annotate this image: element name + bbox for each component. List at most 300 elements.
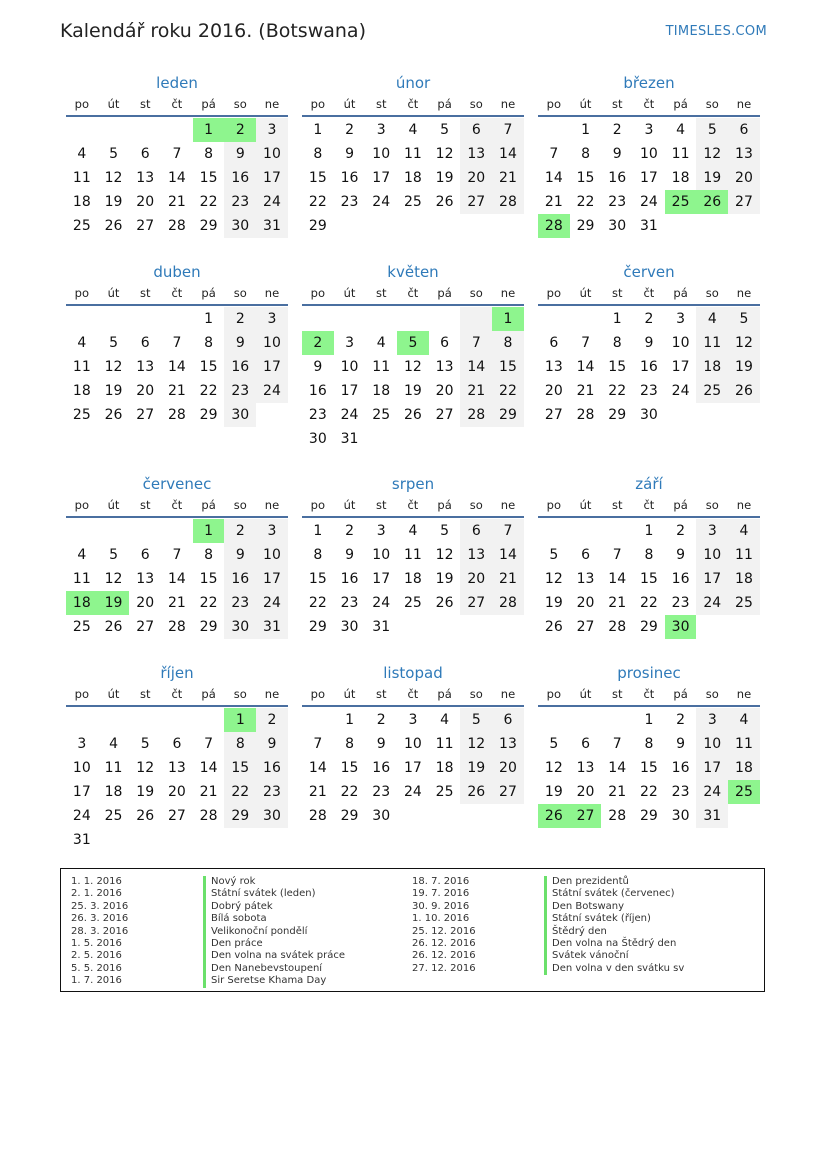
day-cell[interactable]: 16 <box>608 170 627 186</box>
day-cell[interactable]: 17 <box>256 166 288 190</box>
day-cell[interactable]: 3 <box>644 122 654 138</box>
day-cell[interactable]: 19 <box>544 784 563 800</box>
day-cell[interactable]: 24 <box>696 780 728 804</box>
day-cell[interactable]: 2 <box>676 523 686 539</box>
day-cell[interactable]: 5 <box>460 708 492 732</box>
day-cell[interactable]: 16 <box>224 355 256 379</box>
day-cell[interactable]: 27 <box>136 218 155 234</box>
day-cell[interactable]: 21 <box>167 194 186 210</box>
day-cell[interactable]: 27 <box>460 190 492 214</box>
day-cell[interactable]: 11 <box>372 359 391 375</box>
day-cell[interactable]: 22 <box>199 595 218 611</box>
day-cell[interactable]: 16 <box>372 760 391 776</box>
day-cell[interactable]: 24 <box>256 591 288 615</box>
day-cell[interactable]: 30 <box>256 804 288 828</box>
day-cell[interactable]: 21 <box>608 784 627 800</box>
day-cell[interactable]: 9 <box>345 547 354 563</box>
day-cell[interactable]: 14 <box>167 359 186 375</box>
day-cell[interactable]: 7 <box>492 118 524 142</box>
day-cell[interactable]: 12 <box>544 571 563 587</box>
day-cell[interactable]: 19 <box>544 595 563 611</box>
day-cell[interactable]: 13 <box>136 359 155 375</box>
day-cell[interactable]: 16 <box>639 359 658 375</box>
day-cell[interactable]: 6 <box>581 736 590 752</box>
day-cell[interactable]: 8 <box>644 547 654 563</box>
day-cell[interactable]: 13 <box>492 732 524 756</box>
day-cell[interactable]: 9 <box>644 335 654 351</box>
day-cell[interactable]: 13 <box>544 359 563 375</box>
day-cell[interactable]: 12 <box>104 170 123 186</box>
day-cell[interactable]: 22 <box>308 194 327 210</box>
day-cell[interactable]: 15 <box>639 571 658 587</box>
day-cell[interactable]: 4 <box>77 547 87 563</box>
day-cell[interactable]: 29 <box>340 808 359 824</box>
day-cell[interactable]: 2 <box>302 331 334 355</box>
day-cell[interactable]: 5 <box>440 122 450 138</box>
day-cell[interactable]: 18 <box>403 170 422 186</box>
day-cell[interactable]: 3 <box>256 519 288 543</box>
day-cell[interactable]: 5 <box>109 547 118 563</box>
day-cell[interactable]: 3 <box>256 307 288 331</box>
day-cell[interactable]: 7 <box>492 519 524 543</box>
day-cell[interactable]: 2 <box>224 118 256 142</box>
day-cell[interactable]: 2 <box>676 712 686 728</box>
day-cell[interactable]: 8 <box>492 331 524 355</box>
day-cell[interactable]: 29 <box>308 619 327 635</box>
day-cell[interactable]: 7 <box>612 736 622 752</box>
day-cell[interactable]: 13 <box>136 170 155 186</box>
day-cell[interactable]: 28 <box>199 808 218 824</box>
day-cell[interactable]: 27 <box>167 808 186 824</box>
day-cell[interactable]: 21 <box>167 383 186 399</box>
day-cell[interactable]: 31 <box>72 832 91 848</box>
day-cell[interactable]: 12 <box>435 146 454 162</box>
day-cell[interactable]: 13 <box>576 571 595 587</box>
day-cell[interactable]: 28 <box>492 190 524 214</box>
day-cell[interactable]: 27 <box>435 407 454 423</box>
day-cell[interactable]: 11 <box>72 359 91 375</box>
day-cell[interactable]: 9 <box>256 732 288 756</box>
day-cell[interactable]: 4 <box>408 122 418 138</box>
day-cell[interactable]: 15 <box>199 170 218 186</box>
day-cell[interactable]: 13 <box>435 359 454 375</box>
day-cell[interactable]: 23 <box>224 190 256 214</box>
day-cell[interactable]: 21 <box>492 567 524 591</box>
day-cell[interactable]: 3 <box>376 523 386 539</box>
day-cell[interactable]: 1 <box>313 523 323 539</box>
day-cell[interactable]: 21 <box>308 784 327 800</box>
day-cell[interactable]: 18 <box>403 571 422 587</box>
day-cell[interactable]: 26 <box>460 780 492 804</box>
day-cell[interactable]: 9 <box>345 146 354 162</box>
day-cell[interactable]: 10 <box>340 359 359 375</box>
day-cell[interactable]: 21 <box>576 383 595 399</box>
day-cell[interactable]: 3 <box>345 335 354 351</box>
day-cell[interactable]: 9 <box>676 547 686 563</box>
day-cell[interactable]: 30 <box>308 431 327 447</box>
day-cell[interactable]: 26 <box>696 190 728 214</box>
day-cell[interactable]: 13 <box>728 142 760 166</box>
day-cell[interactable]: 11 <box>728 543 760 567</box>
day-cell[interactable]: 18 <box>104 784 123 800</box>
day-cell[interactable]: 4 <box>77 146 87 162</box>
day-cell[interactable]: 5 <box>549 547 559 563</box>
day-cell[interactable]: 29 <box>224 804 256 828</box>
day-cell[interactable]: 31 <box>256 214 288 238</box>
day-cell[interactable]: 18 <box>728 567 760 591</box>
day-cell[interactable]: 30 <box>665 615 697 639</box>
day-cell[interactable]: 4 <box>696 307 728 331</box>
day-cell[interactable]: 6 <box>581 547 590 563</box>
day-cell[interactable]: 20 <box>136 383 155 399</box>
day-cell[interactable]: 15 <box>199 571 218 587</box>
day-cell[interactable]: 27 <box>136 619 155 635</box>
day-cell[interactable]: 18 <box>372 383 391 399</box>
day-cell[interactable]: 16 <box>224 166 256 190</box>
day-cell[interactable]: 2 <box>644 311 654 327</box>
day-cell[interactable]: 1 <box>612 311 622 327</box>
day-cell[interactable]: 9 <box>612 146 622 162</box>
day-cell[interactable]: 4 <box>376 335 386 351</box>
day-cell[interactable]: 15 <box>608 359 627 375</box>
day-cell[interactable]: 14 <box>576 359 595 375</box>
day-cell[interactable]: 14 <box>608 571 627 587</box>
day-cell[interactable]: 14 <box>492 142 524 166</box>
day-cell[interactable]: 20 <box>136 194 155 210</box>
day-cell[interactable]: 8 <box>204 547 214 563</box>
day-cell[interactable]: 3 <box>77 736 87 752</box>
day-cell[interactable]: 10 <box>72 760 91 776</box>
day-cell[interactable]: 10 <box>256 331 288 355</box>
day-cell[interactable]: 15 <box>199 359 218 375</box>
day-cell[interactable]: 11 <box>403 146 422 162</box>
day-cell[interactable]: 28 <box>538 214 570 238</box>
day-cell[interactable]: 5 <box>109 146 118 162</box>
day-cell[interactable]: 25 <box>72 407 91 423</box>
day-cell[interactable]: 17 <box>403 760 422 776</box>
day-cell[interactable]: 31 <box>372 619 391 635</box>
day-cell[interactable]: 30 <box>224 214 256 238</box>
day-cell[interactable]: 5 <box>140 736 150 752</box>
day-cell[interactable]: 22 <box>639 595 658 611</box>
day-cell[interactable]: 26 <box>104 218 123 234</box>
day-cell[interactable]: 7 <box>204 736 214 752</box>
day-cell[interactable]: 24 <box>372 194 391 210</box>
day-cell[interactable]: 19 <box>136 784 155 800</box>
day-cell[interactable]: 10 <box>256 543 288 567</box>
day-cell[interactable]: 22 <box>639 784 658 800</box>
day-cell[interactable]: 26 <box>435 194 454 210</box>
day-cell[interactable]: 20 <box>435 383 454 399</box>
day-cell[interactable]: 24 <box>256 190 288 214</box>
day-cell[interactable]: 13 <box>167 760 186 776</box>
day-cell[interactable]: 7 <box>172 146 182 162</box>
day-cell[interactable]: 28 <box>167 218 186 234</box>
day-cell[interactable]: 26 <box>538 804 570 828</box>
day-cell[interactable]: 12 <box>435 547 454 563</box>
day-cell[interactable]: 5 <box>397 331 429 355</box>
day-cell[interactable]: 20 <box>136 595 155 611</box>
day-cell[interactable]: 17 <box>256 355 288 379</box>
day-cell[interactable]: 23 <box>224 591 256 615</box>
day-cell[interactable]: 20 <box>167 784 186 800</box>
day-cell[interactable]: 1 <box>224 708 256 732</box>
day-cell[interactable]: 18 <box>435 760 454 776</box>
day-cell[interactable]: 15 <box>224 756 256 780</box>
day-cell[interactable]: 11 <box>435 736 454 752</box>
day-cell[interactable]: 23 <box>256 780 288 804</box>
day-cell[interactable]: 20 <box>576 784 595 800</box>
day-cell[interactable]: 8 <box>612 335 622 351</box>
day-cell[interactable]: 24 <box>256 379 288 403</box>
day-cell[interactable]: 17 <box>256 567 288 591</box>
day-cell[interactable]: 28 <box>167 407 186 423</box>
day-cell[interactable]: 23 <box>639 383 658 399</box>
day-cell[interactable]: 29 <box>639 619 658 635</box>
day-cell[interactable]: 16 <box>256 756 288 780</box>
day-cell[interactable]: 29 <box>199 619 218 635</box>
day-cell[interactable]: 1 <box>193 519 225 543</box>
day-cell[interactable]: 19 <box>728 355 760 379</box>
day-cell[interactable]: 4 <box>728 519 760 543</box>
day-cell[interactable]: 21 <box>460 379 492 403</box>
day-cell[interactable]: 2 <box>224 519 256 543</box>
day-cell[interactable]: 14 <box>167 170 186 186</box>
day-cell[interactable]: 19 <box>104 194 123 210</box>
day-cell[interactable]: 25 <box>435 784 454 800</box>
day-cell[interactable]: 8 <box>204 335 214 351</box>
day-cell[interactable]: 22 <box>199 194 218 210</box>
day-cell[interactable]: 1 <box>204 311 214 327</box>
day-cell[interactable]: 14 <box>460 355 492 379</box>
day-cell[interactable]: 18 <box>72 194 91 210</box>
day-cell[interactable]: 28 <box>576 407 595 423</box>
day-cell[interactable]: 31 <box>639 218 658 234</box>
day-cell[interactable]: 18 <box>66 591 98 615</box>
day-cell[interactable]: 14 <box>199 760 218 776</box>
day-cell[interactable]: 27 <box>460 591 492 615</box>
day-cell[interactable]: 18 <box>696 355 728 379</box>
day-cell[interactable]: 21 <box>199 784 218 800</box>
day-cell[interactable]: 8 <box>313 146 323 162</box>
day-cell[interactable]: 26 <box>136 808 155 824</box>
day-cell[interactable]: 24 <box>340 407 359 423</box>
day-cell[interactable]: 29 <box>576 218 595 234</box>
day-cell[interactable]: 11 <box>671 146 690 162</box>
day-cell[interactable]: 22 <box>199 383 218 399</box>
day-cell[interactable]: 6 <box>140 146 150 162</box>
day-cell[interactable]: 23 <box>671 784 690 800</box>
day-cell[interactable]: 23 <box>608 194 627 210</box>
day-cell[interactable]: 17 <box>696 756 728 780</box>
day-cell[interactable]: 17 <box>340 383 359 399</box>
day-cell[interactable]: 31 <box>696 804 728 828</box>
day-cell[interactable]: 12 <box>460 732 492 756</box>
day-cell[interactable]: 19 <box>435 170 454 186</box>
day-cell[interactable]: 11 <box>72 170 91 186</box>
day-cell[interactable]: 2 <box>256 708 288 732</box>
day-cell[interactable]: 8 <box>204 146 214 162</box>
day-cell[interactable]: 27 <box>544 407 563 423</box>
day-cell[interactable]: 20 <box>576 595 595 611</box>
day-cell[interactable]: 10 <box>403 736 422 752</box>
day-cell[interactable]: 22 <box>308 595 327 611</box>
day-cell[interactable]: 8 <box>224 732 256 756</box>
day-cell[interactable]: 23 <box>372 784 391 800</box>
day-cell[interactable]: 27 <box>728 190 760 214</box>
brand-link[interactable]: TIMESLES.COM <box>665 24 767 39</box>
day-cell[interactable]: 10 <box>372 146 391 162</box>
day-cell[interactable]: 3 <box>256 118 288 142</box>
day-cell[interactable]: 27 <box>136 407 155 423</box>
day-cell[interactable]: 10 <box>696 732 728 756</box>
day-cell[interactable]: 7 <box>581 335 590 351</box>
day-cell[interactable]: 15 <box>308 571 327 587</box>
day-cell[interactable]: 1 <box>581 122 590 138</box>
day-cell[interactable]: 9 <box>313 359 323 375</box>
day-cell[interactable]: 8 <box>581 146 590 162</box>
day-cell[interactable]: 19 <box>98 591 130 615</box>
day-cell[interactable]: 29 <box>639 808 658 824</box>
day-cell[interactable]: 11 <box>72 571 91 587</box>
day-cell[interactable]: 16 <box>340 170 359 186</box>
day-cell[interactable]: 17 <box>372 571 391 587</box>
day-cell[interactable]: 8 <box>644 736 654 752</box>
day-cell[interactable]: 7 <box>549 146 559 162</box>
day-cell[interactable]: 6 <box>440 335 450 351</box>
day-cell[interactable]: 25 <box>403 194 422 210</box>
day-cell[interactable]: 24 <box>403 784 422 800</box>
day-cell[interactable]: 23 <box>340 595 359 611</box>
day-cell[interactable]: 16 <box>224 567 256 591</box>
day-cell[interactable]: 30 <box>608 218 627 234</box>
day-cell[interactable]: 19 <box>104 383 123 399</box>
day-cell[interactable]: 24 <box>639 194 658 210</box>
day-cell[interactable]: 15 <box>576 170 595 186</box>
day-cell[interactable]: 15 <box>639 760 658 776</box>
day-cell[interactable]: 20 <box>492 756 524 780</box>
day-cell[interactable]: 26 <box>104 407 123 423</box>
day-cell[interactable]: 19 <box>435 571 454 587</box>
day-cell[interactable]: 7 <box>313 736 323 752</box>
day-cell[interactable]: 15 <box>340 760 359 776</box>
day-cell[interactable]: 15 <box>308 170 327 186</box>
day-cell[interactable]: 6 <box>172 736 182 752</box>
day-cell[interactable]: 28 <box>608 808 627 824</box>
day-cell[interactable]: 29 <box>308 218 327 234</box>
day-cell[interactable]: 16 <box>671 760 690 776</box>
day-cell[interactable]: 20 <box>460 166 492 190</box>
day-cell[interactable]: 20 <box>544 383 563 399</box>
day-cell[interactable]: 31 <box>256 615 288 639</box>
day-cell[interactable]: 5 <box>440 523 450 539</box>
day-cell[interactable]: 25 <box>728 780 760 804</box>
day-cell[interactable]: 2 <box>345 523 354 539</box>
day-cell[interactable]: 10 <box>696 543 728 567</box>
day-cell[interactable]: 24 <box>671 383 690 399</box>
day-cell[interactable]: 10 <box>671 335 690 351</box>
day-cell[interactable]: 20 <box>460 567 492 591</box>
day-cell[interactable]: 29 <box>199 218 218 234</box>
day-cell[interactable]: 25 <box>403 595 422 611</box>
day-cell[interactable]: 1 <box>644 523 654 539</box>
day-cell[interactable]: 4 <box>728 708 760 732</box>
day-cell[interactable]: 26 <box>435 595 454 611</box>
day-cell[interactable]: 25 <box>665 190 697 214</box>
day-cell[interactable]: 25 <box>72 619 91 635</box>
day-cell[interactable]: 18 <box>728 756 760 780</box>
day-cell[interactable]: 18 <box>72 383 91 399</box>
day-cell[interactable]: 14 <box>308 760 327 776</box>
day-cell[interactable]: 5 <box>728 307 760 331</box>
day-cell[interactable]: 17 <box>696 567 728 591</box>
day-cell[interactable]: 30 <box>224 615 256 639</box>
day-cell[interactable]: 25 <box>372 407 391 423</box>
day-cell[interactable]: 9 <box>224 543 256 567</box>
day-cell[interactable]: 25 <box>104 808 123 824</box>
day-cell[interactable]: 17 <box>72 784 91 800</box>
day-cell[interactable]: 6 <box>140 547 150 563</box>
day-cell[interactable]: 29 <box>492 403 524 427</box>
day-cell[interactable]: 13 <box>136 571 155 587</box>
day-cell[interactable]: 6 <box>492 708 524 732</box>
day-cell[interactable]: 3 <box>696 708 728 732</box>
day-cell[interactable]: 1 <box>644 712 654 728</box>
day-cell[interactable]: 5 <box>109 335 118 351</box>
day-cell[interactable]: 4 <box>109 736 118 752</box>
day-cell[interactable]: 23 <box>224 379 256 403</box>
day-cell[interactable]: 10 <box>256 142 288 166</box>
day-cell[interactable]: 12 <box>696 142 728 166</box>
day-cell[interactable]: 6 <box>549 335 559 351</box>
day-cell[interactable]: 29 <box>608 407 627 423</box>
day-cell[interactable]: 27 <box>570 804 602 828</box>
day-cell[interactable]: 1 <box>193 118 225 142</box>
day-cell[interactable]: 16 <box>340 571 359 587</box>
day-cell[interactable]: 7 <box>612 547 622 563</box>
day-cell[interactable]: 23 <box>308 407 327 423</box>
day-cell[interactable]: 3 <box>676 311 686 327</box>
day-cell[interactable]: 22 <box>492 379 524 403</box>
day-cell[interactable]: 4 <box>408 523 418 539</box>
day-cell[interactable]: 13 <box>576 760 595 776</box>
day-cell[interactable]: 28 <box>460 403 492 427</box>
day-cell[interactable]: 17 <box>639 170 658 186</box>
day-cell[interactable]: 5 <box>696 118 728 142</box>
day-cell[interactable]: 21 <box>167 595 186 611</box>
day-cell[interactable]: 20 <box>728 166 760 190</box>
day-cell[interactable]: 21 <box>544 194 563 210</box>
day-cell[interactable]: 12 <box>403 359 422 375</box>
day-cell[interactable]: 31 <box>340 431 359 447</box>
day-cell[interactable]: 27 <box>492 780 524 804</box>
day-cell[interactable]: 13 <box>460 543 492 567</box>
day-cell[interactable]: 24 <box>372 595 391 611</box>
day-cell[interactable]: 15 <box>492 355 524 379</box>
day-cell[interactable]: 7 <box>172 547 182 563</box>
day-cell[interactable]: 3 <box>696 519 728 543</box>
day-cell[interactable]: 12 <box>104 571 123 587</box>
day-cell[interactable]: 2 <box>376 712 386 728</box>
day-cell[interactable]: 28 <box>492 591 524 615</box>
day-cell[interactable]: 16 <box>671 571 690 587</box>
day-cell[interactable]: 22 <box>224 780 256 804</box>
day-cell[interactable]: 10 <box>639 146 658 162</box>
day-cell[interactable]: 22 <box>608 383 627 399</box>
day-cell[interactable]: 19 <box>403 383 422 399</box>
day-cell[interactable]: 12 <box>728 331 760 355</box>
day-cell[interactable]: 3 <box>376 122 386 138</box>
